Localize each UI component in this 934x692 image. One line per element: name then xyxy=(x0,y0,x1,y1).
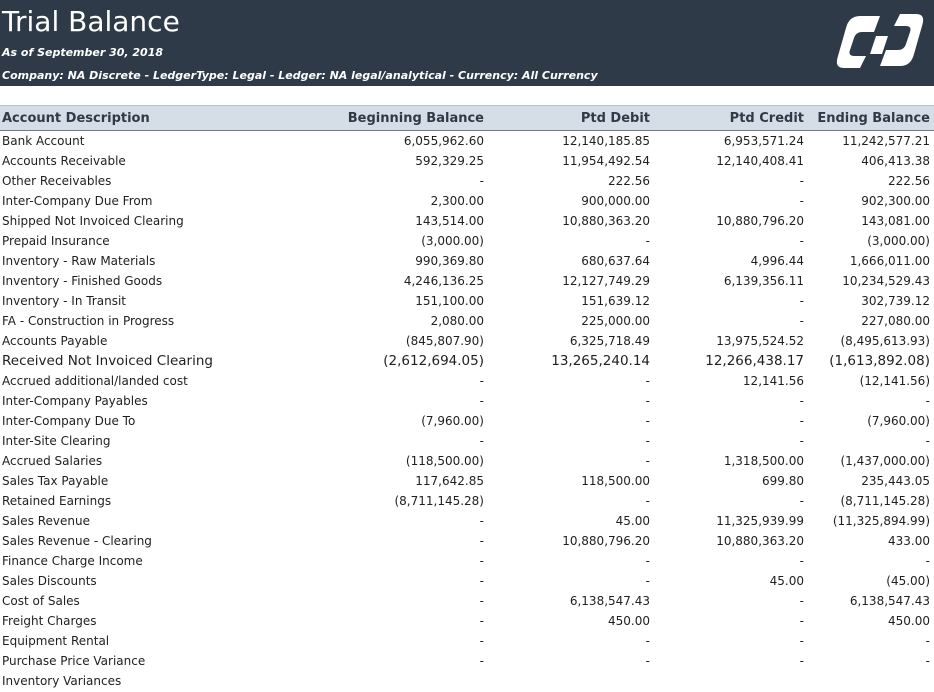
account-description-cell: Inventory Variances xyxy=(2,674,122,688)
ending-balance-cell: 222.56 xyxy=(888,174,930,188)
account-description-cell: Received Not Invoiced Clearing xyxy=(2,353,213,369)
ptd-debit-cell: 45.00 xyxy=(615,514,650,528)
ending-balance-cell: 10,234,529.43 xyxy=(842,274,930,288)
beginning-balance-cell: 6,055,962.60 xyxy=(403,134,484,148)
ptd-credit-cell: 1,318,500.00 xyxy=(723,454,804,468)
account-description-cell: Equipment Rental xyxy=(2,634,110,648)
account-description-cell: Bank Account xyxy=(2,134,85,148)
beginning-balance-cell: 4,246,136.25 xyxy=(403,274,484,288)
ending-balance-cell: - xyxy=(925,434,930,448)
account-description-cell: Inter-Company Payables xyxy=(2,394,148,408)
table-row[interactable] xyxy=(0,232,934,252)
account-description-cell: Sales Revenue xyxy=(2,514,91,528)
table-row[interactable] xyxy=(0,192,934,212)
ptd-debit-cell: - xyxy=(645,554,650,568)
table-row[interactable] xyxy=(0,352,934,372)
ptd-debit-cell: 225,000.00 xyxy=(581,314,650,328)
beginning-balance-cell: - xyxy=(479,394,484,408)
ending-balance-cell: 6,138,547.43 xyxy=(849,594,930,608)
ptd-debit-cell: 450.00 xyxy=(608,614,650,628)
ptd-debit-cell: 10,880,796.20 xyxy=(562,534,650,548)
report-filters: Company: NA Discrete - LedgerType: Legal - Ledger: NA legal/analytical - Currency: All Currency xyxy=(2,69,598,82)
table-row[interactable] xyxy=(0,312,934,332)
ending-balance-cell: - xyxy=(925,654,930,668)
ptd-credit-cell: - xyxy=(799,394,804,408)
ending-balance-cell: 450.00 xyxy=(888,614,930,628)
ending-balance-cell: 302,739.12 xyxy=(861,294,930,308)
column-header-description[interactable]: Account Description xyxy=(2,111,150,126)
beginning-balance-cell: - xyxy=(479,514,484,528)
ptd-credit-cell: - xyxy=(799,234,804,248)
account-description-cell: Prepaid Insurance xyxy=(2,234,110,248)
ptd-credit-cell: - xyxy=(799,554,804,568)
table-header xyxy=(0,105,934,131)
ptd-debit-cell: 151,639.12 xyxy=(581,294,650,308)
ending-balance-cell: 902,300.00 xyxy=(861,194,930,208)
beginning-balance-cell: - xyxy=(479,614,484,628)
ptd-debit-cell: 680,637.64 xyxy=(581,254,650,268)
beginning-balance-cell: (845,807.90) xyxy=(405,334,484,348)
report-title: Trial Balance xyxy=(2,5,180,38)
ptd-debit-cell: 10,880,363.20 xyxy=(562,214,650,228)
ptd-debit-cell: - xyxy=(645,374,650,388)
beginning-balance-cell: - xyxy=(479,534,484,548)
ptd-credit-cell: - xyxy=(799,194,804,208)
ptd-credit-cell: 12,140,408.41 xyxy=(716,154,804,168)
beginning-balance-cell: - xyxy=(479,594,484,608)
ending-balance-cell: 235,443.05 xyxy=(861,474,930,488)
account-description-cell: Inter-Company Due To xyxy=(2,414,136,428)
table-row[interactable] xyxy=(0,152,934,172)
table-row[interactable] xyxy=(0,132,934,152)
account-description-cell: Inventory - In Transit xyxy=(2,294,126,308)
ptd-credit-cell: 12,266,438.17 xyxy=(705,353,804,369)
ending-balance-cell: 1,666,011.00 xyxy=(849,254,930,268)
table-body xyxy=(0,132,934,692)
account-description-cell: Sales Tax Payable xyxy=(2,474,109,488)
beginning-balance-cell: (2,612,694.05) xyxy=(383,353,484,369)
table-row[interactable] xyxy=(0,632,934,652)
account-description-cell: Retained Earnings xyxy=(2,494,112,508)
ptd-credit-cell: - xyxy=(799,634,804,648)
beginning-balance-cell: (7,960.00) xyxy=(421,414,484,428)
beginning-balance-cell: 592,329.25 xyxy=(415,154,484,168)
table-row[interactable] xyxy=(0,252,934,272)
beginning-balance-cell: (118,500.00) xyxy=(405,454,484,468)
account-description-cell: Finance Charge Income xyxy=(2,554,143,568)
beginning-balance-cell: 2,080.00 xyxy=(430,314,484,328)
ptd-debit-cell: 118,500.00 xyxy=(581,474,650,488)
ending-balance-cell: (8,495,613.93) xyxy=(840,334,930,348)
ptd-debit-cell: - xyxy=(645,234,650,248)
beginning-balance-cell: 143,514.00 xyxy=(415,214,484,228)
table-row[interactable] xyxy=(0,592,934,612)
ptd-debit-cell: 6,138,547.43 xyxy=(569,594,650,608)
table-row[interactable] xyxy=(0,672,934,692)
beginning-balance-cell: (8,711,145.28) xyxy=(394,494,484,508)
account-description-cell: Inter-Company Due From xyxy=(2,194,153,208)
ending-balance-cell: - xyxy=(925,554,930,568)
ptd-credit-cell: 10,880,363.20 xyxy=(716,534,804,548)
beginning-balance-cell: 2,300.00 xyxy=(430,194,484,208)
account-description-cell: Freight Charges xyxy=(2,614,97,628)
ptd-credit-cell: - xyxy=(799,294,804,308)
table-row[interactable] xyxy=(0,652,934,672)
report-header xyxy=(0,0,934,86)
account-description-cell: Sales Discounts xyxy=(2,574,97,588)
beginning-balance-cell: - xyxy=(479,174,484,188)
account-description-cell: Inventory - Finished Goods xyxy=(2,274,163,288)
ptd-debit-cell: 900,000.00 xyxy=(581,194,650,208)
account-description-cell: Shipped Not Invoiced Clearing xyxy=(2,214,184,228)
table-row[interactable] xyxy=(0,452,934,472)
table-row[interactable] xyxy=(0,532,934,552)
table-row[interactable] xyxy=(0,292,934,312)
ending-balance-cell: 433.00 xyxy=(888,534,930,548)
account-description-cell: Accounts Payable xyxy=(2,334,108,348)
ptd-debit-cell: 13,265,240.14 xyxy=(551,353,650,369)
beginning-balance-cell: 151,100.00 xyxy=(415,294,484,308)
table-row[interactable] xyxy=(0,472,934,492)
ptd-debit-cell: 11,954,492.54 xyxy=(562,154,650,168)
ending-balance-cell: (45.00) xyxy=(886,574,930,588)
ptd-credit-cell: 4,996.44 xyxy=(750,254,804,268)
ptd-credit-cell: - xyxy=(799,654,804,668)
table-row[interactable] xyxy=(0,492,934,512)
beginning-balance-cell: - xyxy=(479,374,484,388)
account-description-cell: Sales Revenue - Clearing xyxy=(2,534,152,548)
table-row[interactable] xyxy=(0,412,934,432)
ptd-credit-cell: 6,139,356.11 xyxy=(723,274,804,288)
beginning-balance-cell: - xyxy=(479,434,484,448)
column-header-credit[interactable]: Ptd Credit xyxy=(729,111,804,126)
account-description-cell: Accrued additional/landed cost xyxy=(2,374,188,388)
ptd-debit-cell: 12,127,749.29 xyxy=(562,274,650,288)
beginning-balance-cell: - xyxy=(479,554,484,568)
beginning-balance-cell: 990,369.80 xyxy=(415,254,484,268)
account-description-cell: Inventory - Raw Materials xyxy=(2,254,156,268)
column-header-ending[interactable]: Ending Balance xyxy=(817,111,930,126)
beginning-balance-cell: 117,642.85 xyxy=(415,474,484,488)
ending-balance-cell: (3,000.00) xyxy=(867,234,930,248)
ptd-credit-cell: 699.80 xyxy=(762,474,804,488)
ending-balance-cell: 406,413.38 xyxy=(861,154,930,168)
account-description-cell: Cost of Sales xyxy=(2,594,80,608)
report-date: As of September 30, 2018 xyxy=(2,46,164,59)
ptd-debit-cell: - xyxy=(645,434,650,448)
ptd-debit-cell: - xyxy=(645,394,650,408)
table-row[interactable] xyxy=(0,432,934,452)
ptd-credit-cell: 13,975,524.52 xyxy=(716,334,804,348)
table-row[interactable] xyxy=(0,172,934,192)
account-description-cell: Accrued Salaries xyxy=(2,454,103,468)
table-row[interactable] xyxy=(0,612,934,632)
ending-balance-cell: (1,437,000.00) xyxy=(840,454,930,468)
account-description-cell: Purchase Price Variance xyxy=(2,654,146,668)
ptd-debit-cell: - xyxy=(645,654,650,668)
ending-balance-cell: 227,080.00 xyxy=(861,314,930,328)
ptd-debit-cell: 6,325,718.49 xyxy=(569,334,650,348)
ptd-debit-cell: - xyxy=(645,414,650,428)
beginning-balance-cell: - xyxy=(479,574,484,588)
ending-balance-cell: 143,081.00 xyxy=(861,214,930,228)
ending-balance-cell: 11,242,577.21 xyxy=(842,134,930,148)
ptd-debit-cell: - xyxy=(645,494,650,508)
account-description-cell: Inter-Site Clearing xyxy=(2,434,111,448)
ptd-debit-cell: 12,140,185.85 xyxy=(562,134,650,148)
table-row[interactable] xyxy=(0,372,934,392)
column-header-debit[interactable]: Ptd Debit xyxy=(580,111,650,126)
table-row[interactable] xyxy=(0,512,934,532)
ptd-credit-cell: - xyxy=(799,614,804,628)
ptd-debit-cell: - xyxy=(645,454,650,468)
ptd-credit-cell: 45.00 xyxy=(769,574,804,588)
table-row[interactable] xyxy=(0,332,934,352)
table-row[interactable] xyxy=(0,572,934,592)
ptd-credit-cell: 6,953,571.24 xyxy=(723,134,804,148)
table-row[interactable] xyxy=(0,392,934,412)
ending-balance-cell: (8,711,145.28) xyxy=(840,494,930,508)
account-description-cell: Other Receivables xyxy=(2,174,112,188)
ptd-credit-cell: - xyxy=(799,314,804,328)
ptd-credit-cell: 10,880,796.20 xyxy=(716,214,804,228)
ptd-credit-cell: - xyxy=(799,414,804,428)
ptd-credit-cell: - xyxy=(799,494,804,508)
column-header-beginning[interactable]: Beginning Balance xyxy=(347,111,484,126)
ending-balance-cell: (11,325,894.99) xyxy=(832,514,930,528)
ptd-credit-cell: - xyxy=(799,594,804,608)
beginning-balance-cell: - xyxy=(479,634,484,648)
ptd-credit-cell: - xyxy=(799,434,804,448)
ending-balance-cell: (12,141.56) xyxy=(859,374,930,388)
ptd-debit-cell: 222.56 xyxy=(608,174,650,188)
ending-balance-cell: (7,960.00) xyxy=(867,414,930,428)
ptd-debit-cell: - xyxy=(645,574,650,588)
ending-balance-cell: (1,613,892.08) xyxy=(829,353,930,369)
account-description-cell: FA - Construction in Progress xyxy=(2,314,175,328)
table-row[interactable] xyxy=(0,272,934,292)
table-row[interactable] xyxy=(0,212,934,232)
beginning-balance-cell: - xyxy=(479,654,484,668)
ptd-credit-cell: 12,141.56 xyxy=(742,374,804,388)
ptd-credit-cell: - xyxy=(799,174,804,188)
ending-balance-cell: - xyxy=(925,394,930,408)
beginning-balance-cell: (3,000.00) xyxy=(421,234,484,248)
ending-balance-cell: - xyxy=(925,634,930,648)
table-row[interactable] xyxy=(0,552,934,572)
brand-logo-icon xyxy=(836,10,924,72)
account-description-cell: Accounts Receivable xyxy=(2,154,126,168)
ptd-credit-cell: 11,325,939.99 xyxy=(716,514,804,528)
ptd-debit-cell: - xyxy=(645,634,650,648)
